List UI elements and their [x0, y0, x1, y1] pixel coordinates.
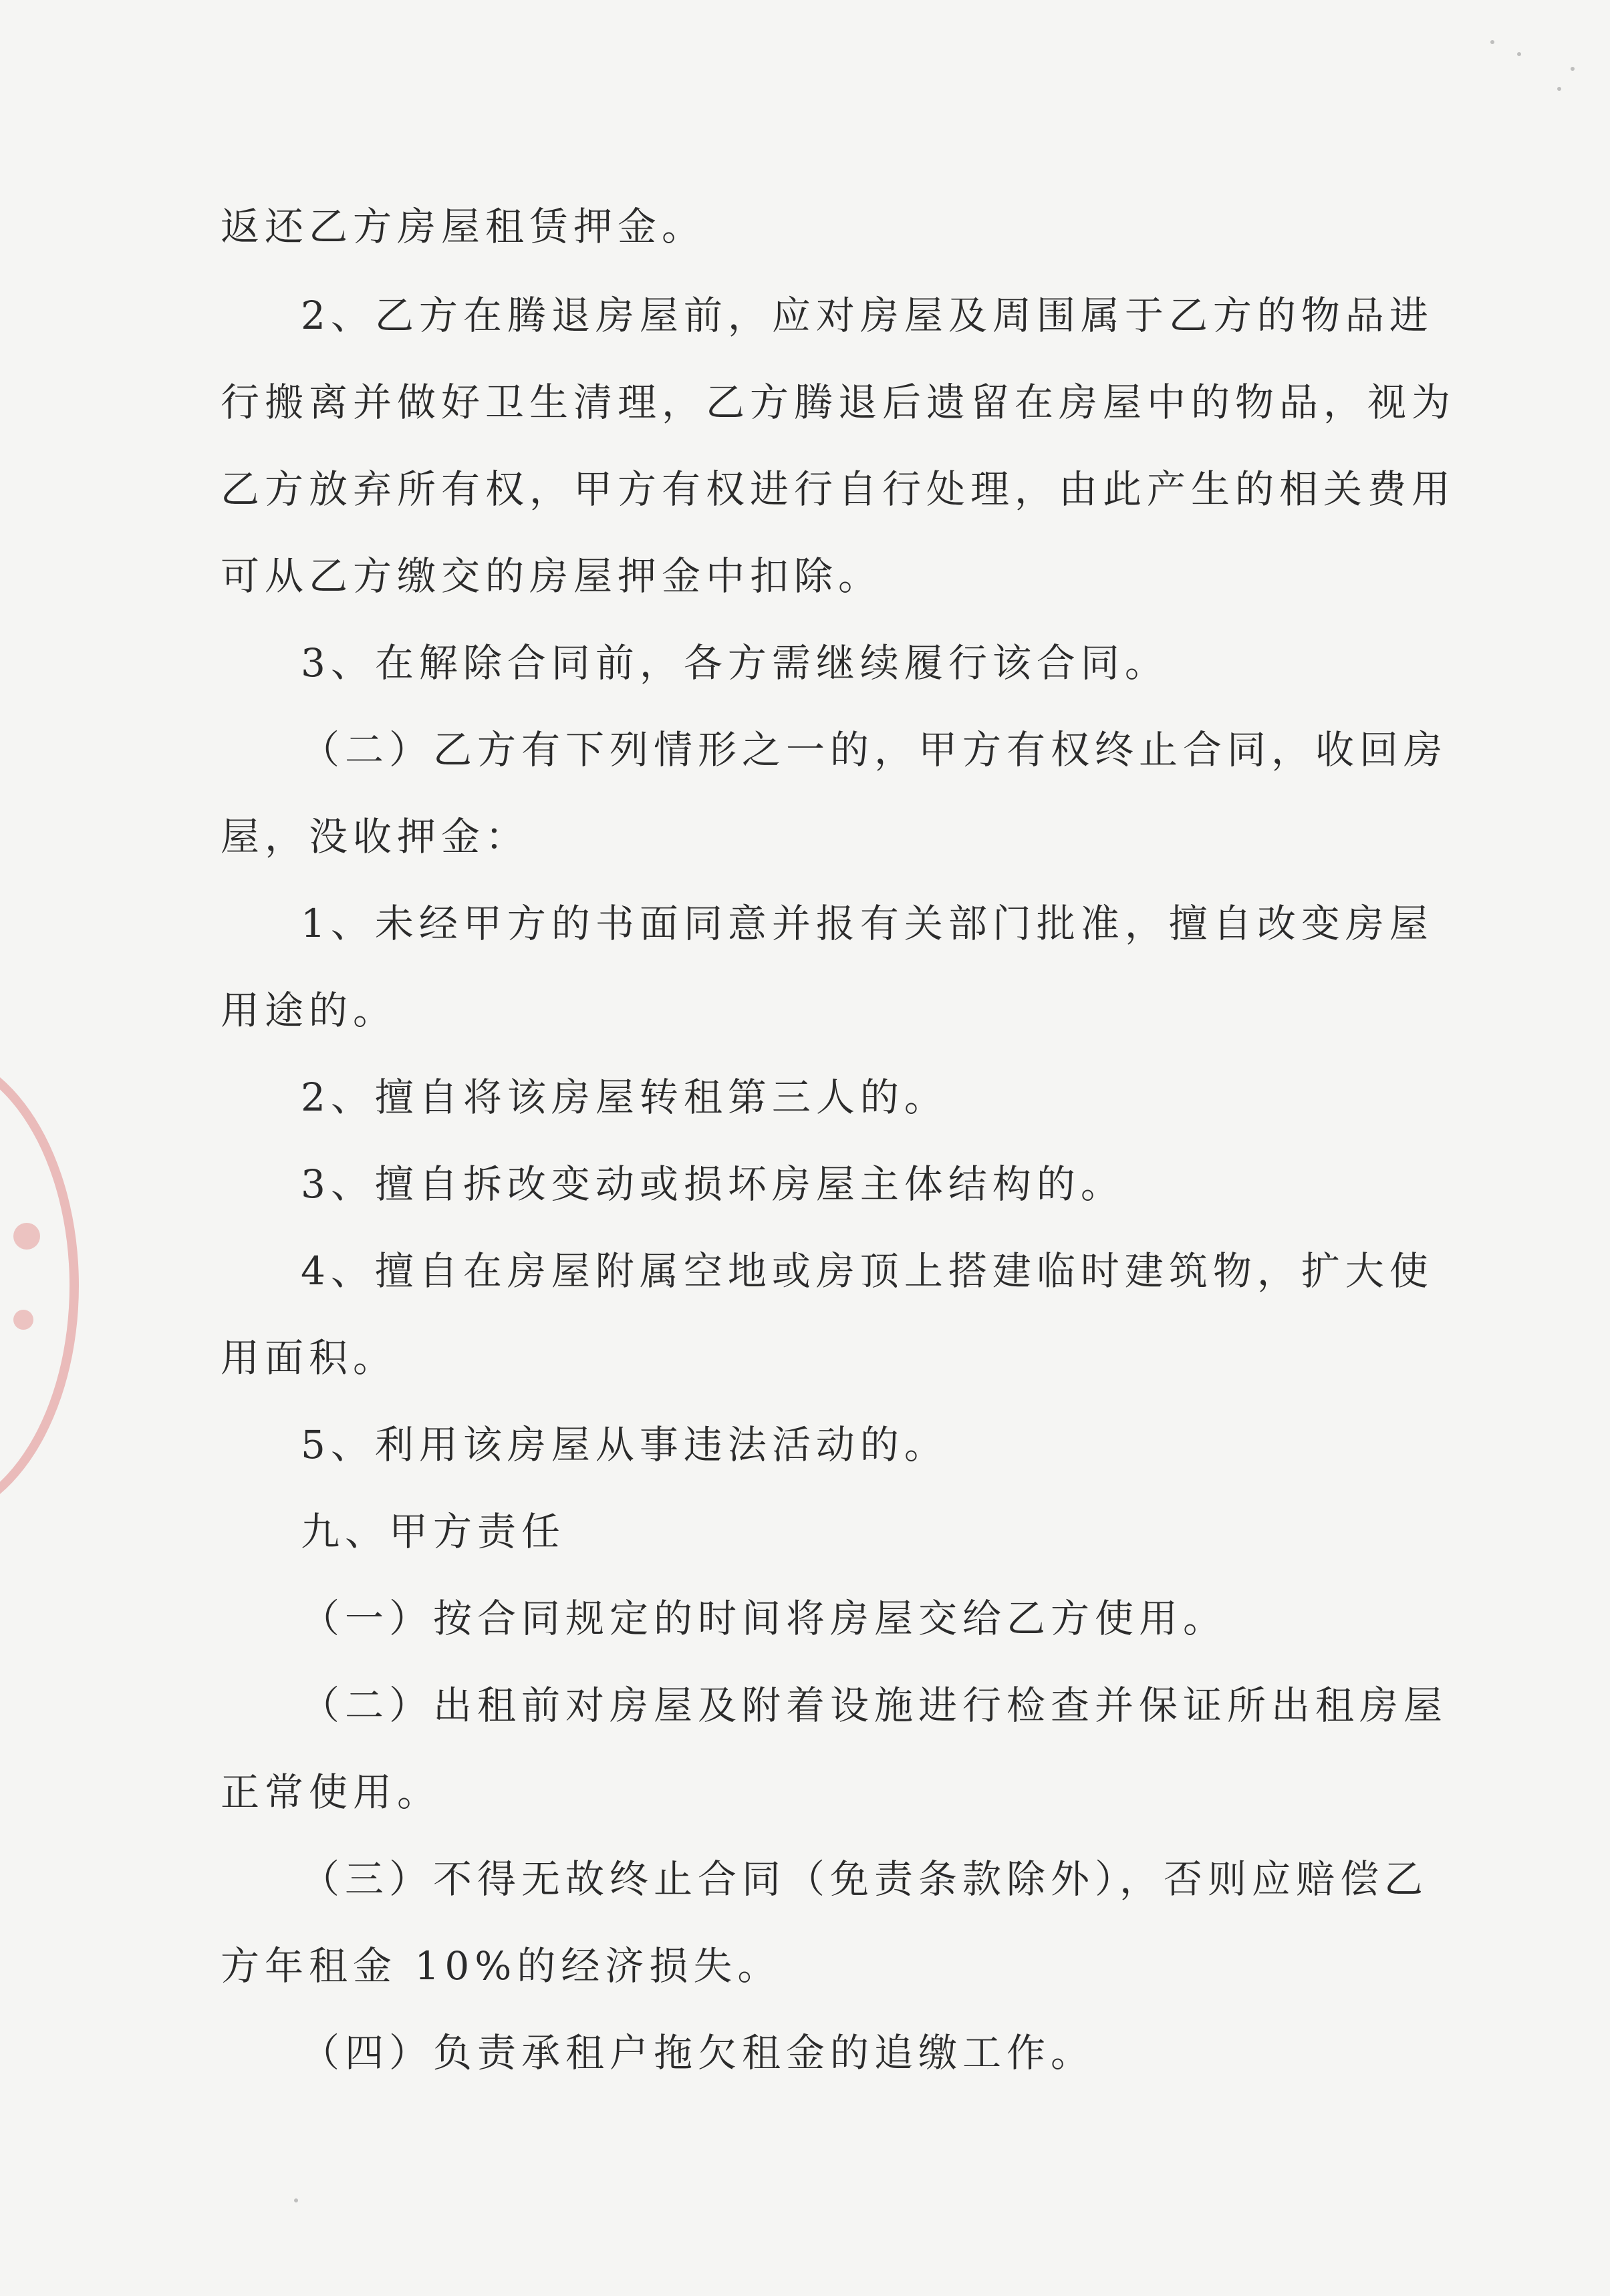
- red-seal-fragment: [13, 1223, 40, 1250]
- paper-speck: [1557, 87, 1561, 91]
- text-line: 2、擅自将该房屋转租第三人的。: [301, 1074, 948, 1120]
- text-line: 1、未经甲方的书面同意并报有关部门批准，擅自改变房屋: [301, 901, 1434, 946]
- text-line: 乙方放弃所有权，甲方有权进行自行处理，由此产生的相关费用: [221, 466, 1456, 512]
- text-line: 方年租金 10%的经济损失。: [221, 1943, 782, 1989]
- text-line: 行搬离并做好卫生清理，乙方腾退后遗留在房屋中的物品，视为: [221, 380, 1456, 425]
- red-seal-fragment: [13, 1310, 33, 1330]
- text-line: 3、在解除合同前，各方需继续履行该合同。: [301, 640, 1169, 686]
- text-line: （二）乙方有下列情形之一的，甲方有权终止合同，收回房: [301, 727, 1448, 772]
- text-line: 用面积。: [221, 1335, 398, 1381]
- text-line: （一）按合同规定的时间将房屋交给乙方使用。: [301, 1596, 1228, 1641]
- text-line: 用途的。: [221, 988, 398, 1033]
- paper-speck: [1517, 52, 1521, 56]
- text-line: 可从乙方缴交的房屋押金中扣除。: [221, 553, 883, 599]
- text-line: 5、利用该房屋从事违法活动的。: [301, 1422, 948, 1467]
- paper-speck: [294, 2198, 298, 2202]
- text-line: 正常使用。: [221, 1769, 442, 1815]
- paper-speck: [1490, 40, 1494, 44]
- text-line: 返还乙方房屋租赁押金。: [221, 204, 706, 249]
- text-line: （二）出租前对房屋及附着设施进行检查并保证所出租房屋: [301, 1683, 1448, 1728]
- text-line: 4、擅自在房屋附属空地或房顶上搭建临时建筑物，扩大使: [301, 1248, 1434, 1294]
- text-line: （三）不得无故终止合同（免责条款除外），否则应赔偿乙: [301, 1856, 1429, 1902]
- section-heading: 九、甲方责任: [301, 1509, 566, 1554]
- paper-speck: [1571, 67, 1575, 71]
- text-line: 2、乙方在腾退房屋前，应对房屋及周围属于乙方的物品进: [301, 293, 1434, 338]
- text-line: 屋，没收押金：: [221, 814, 530, 859]
- text-line: （四）负责承租户拖欠租金的追缴工作。: [301, 2030, 1095, 2075]
- text-line: 3、擅自拆改变动或损坏房屋主体结构的。: [301, 1161, 1125, 1207]
